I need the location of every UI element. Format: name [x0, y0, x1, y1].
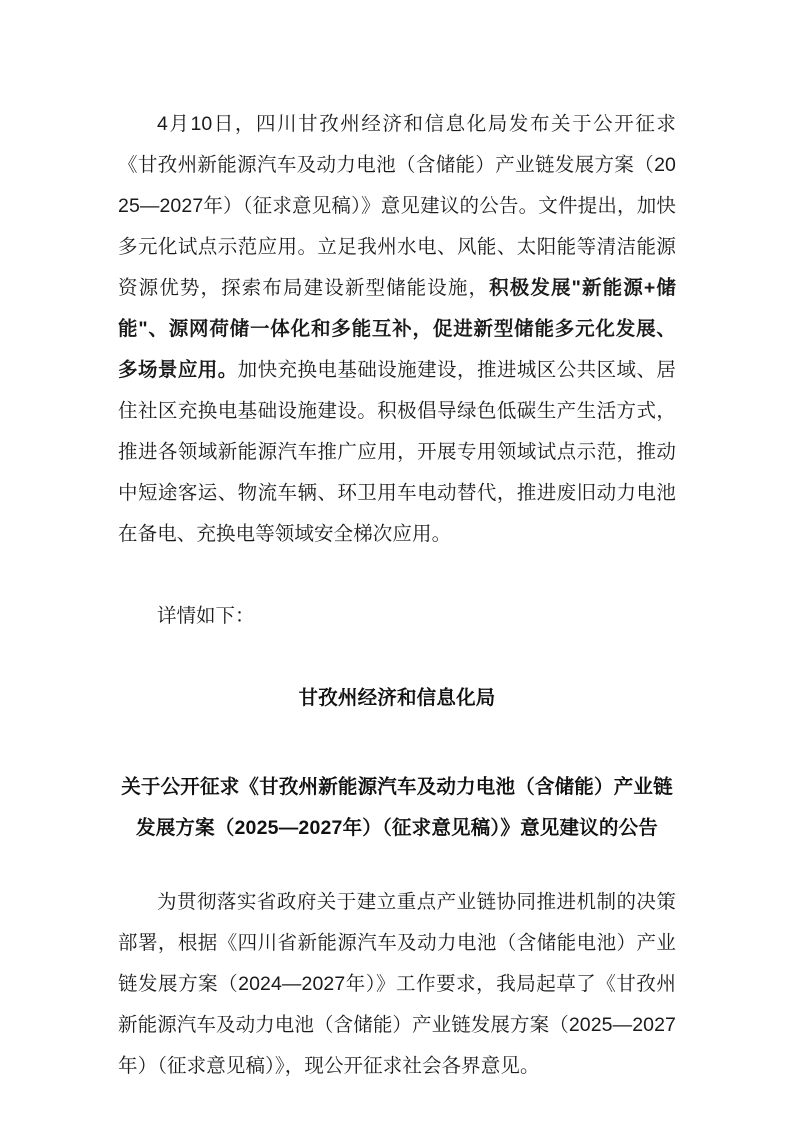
announcement-body-paragraph: 为贯彻落实省政府关于建立重点产业链协同推进机制的决策部署，根据《四川省新能源汽车及动力电池（含储能电池）产业链发展方案（2024—2027年）》工作要求，我局起草了《甘孜州新能源汽车及动力电池（含储能）产业链发展方案（2025—2027年）（征求意见稿）》，现公开征求社会各界意见。: [118, 891, 676, 1077]
lead-paragraph-part-2: 加快充换电基础设施建设，推进城区公共区域、居住社区充换电基础设施建设。积极倡导绿色低碳生产生活方式，推进各领域新能源汽车推广应用，开展专用领域试点示范，推动中短途客运、物流车辆、环卫用车电动替代，推进废旧动力电池在备电、充换电等领域安全梯次应用。: [118, 359, 677, 545]
transition-line: 详情如下：: [157, 605, 255, 627]
announcement-title: [118, 767, 676, 849]
document-body: [118, 104, 676, 1087]
lead-paragraph-bold-run: 积极发展"新能源+储能"、源网荷储一体化和多能互补，促进新型储能多元化发展、多场景应用。: [118, 277, 676, 381]
announcement-title-line-1: 关于公开征求《甘孜州新能源汽车及动力电池（含储能）产业链: [121, 776, 673, 798]
issuing-organization-heading: 甘孜州经济和信息化局: [298, 687, 496, 709]
announcement-title-line-2: 发展方案（2025—2027年）（征求意见稿）》意见建议的公告: [136, 817, 658, 839]
lead-paragraph: [118, 104, 676, 555]
lead-paragraph-part-1: 4月10日，四川甘孜州经济和信息化局发布关于公开征求《甘孜州新能源汽车及动力电池（含储能）产业链发展方案（2025—2027年）（征求意见稿）》意见建议的公告。文件提出，加快多元化试点示范应用。立足我州水电、风能、太阳能等清洁能源资源优势，探索布局建设新型储能设施，: [118, 113, 676, 299]
